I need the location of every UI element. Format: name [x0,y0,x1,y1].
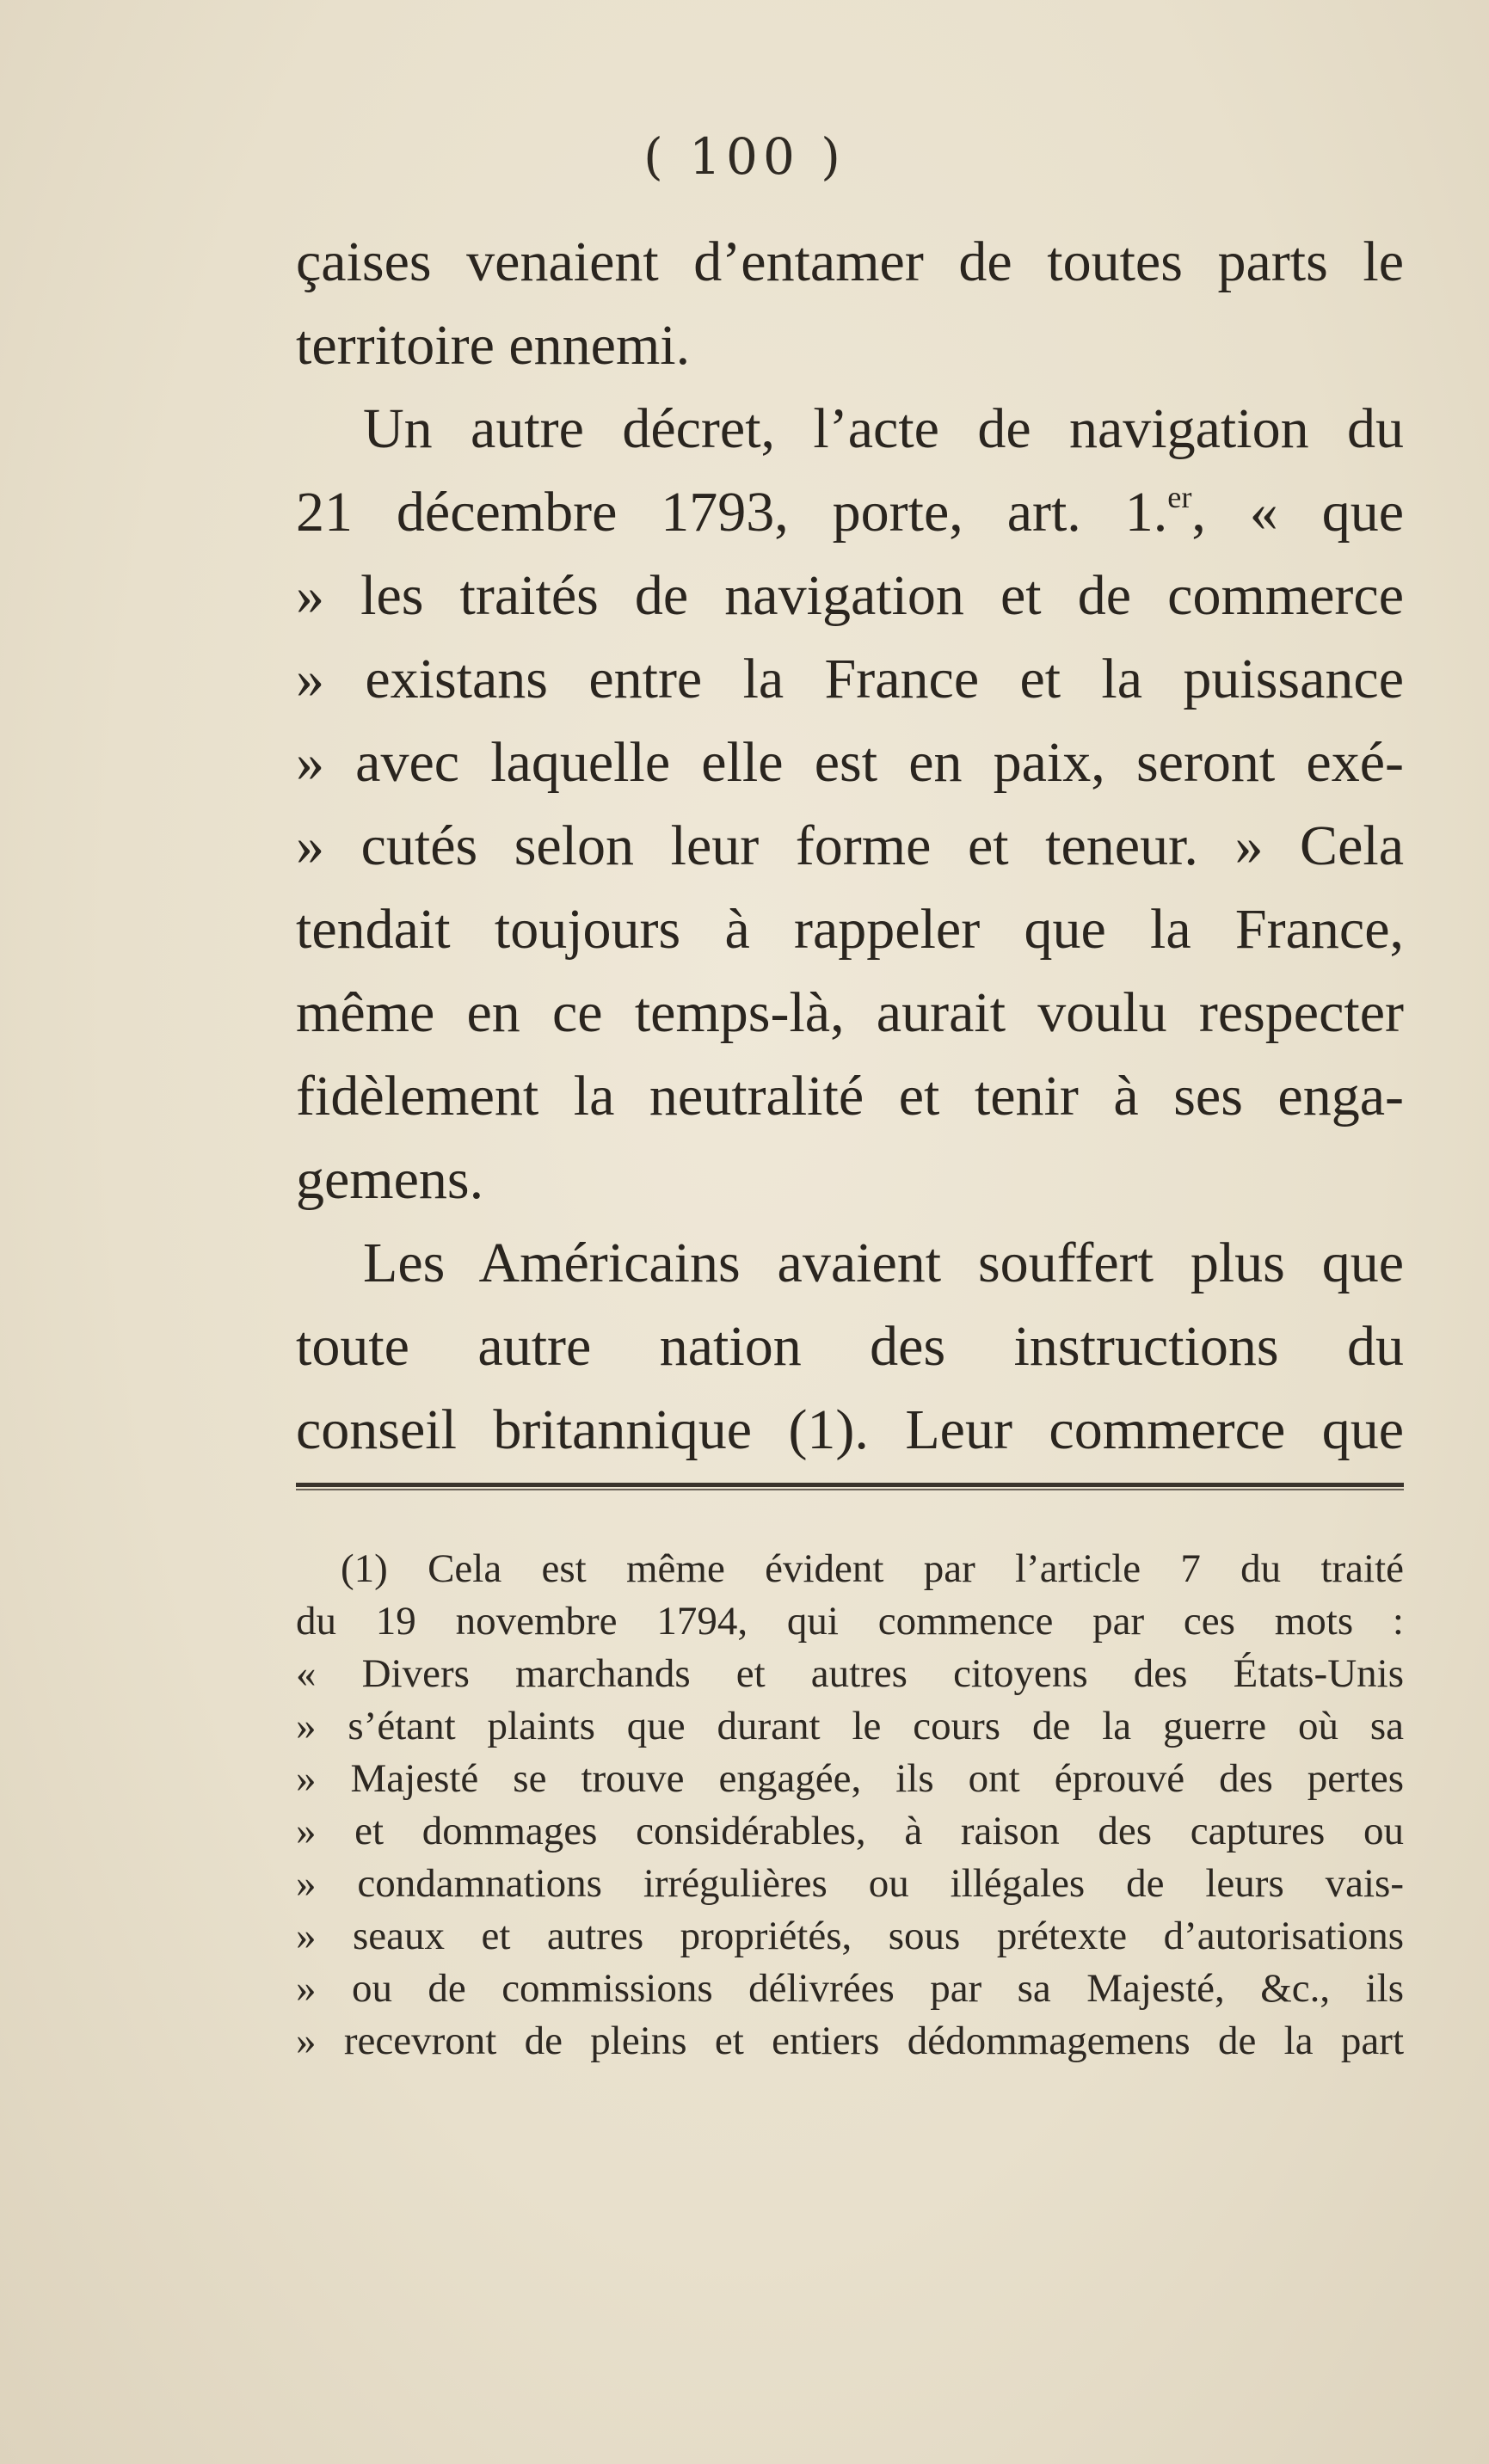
text-line: gemens. [296,1148,484,1211]
footnote-line: » ou de commissions délivrées par sa Majesté, &c., ils [296,1966,1404,2011]
text-line: » les traités de navigation et de commerce [296,564,1404,627]
footnote-line: » recevront de pleins et entiers dédommagemens de la part [296,2019,1404,2063]
text-line: toute autre nation des instructions du [296,1315,1404,1378]
text-line: Un autre décret, l’acte de navigation du [363,397,1404,460]
superscript: er [1167,479,1192,514]
text-line: tendait toujours à rappeler que la France, [296,898,1404,961]
footnote-line: (1) Cela est même évident par l’article 7 du traité [341,1546,1404,1591]
text-line: » existans entre la France et la puissance [296,648,1404,710]
text-segment: , « que [1191,481,1404,544]
page-number: ( 100 ) [643,127,846,186]
footnote-line: » condamnations irrégulières ou illégales de leurs vais- [296,1861,1404,1906]
footnote-line: » Majesté se trouve engagée, ils ont éprouvé des pertes [296,1756,1404,1801]
footnote-line: » et dommages considérables, à raison des captures ou [296,1809,1404,1853]
text-line: conseil britannique (1). Leur commerce que [296,1398,1404,1461]
text-line: fidèlement la neutralité et tenir à ses enga- [296,1065,1404,1128]
text-line: territoire ennemi. [296,314,691,377]
footnote [296,1543,1404,2068]
main-text [296,220,1404,1472]
footnote-line: du 19 novembre 1794, qui commence par ces mots : [296,1599,1404,1644]
footnote-divider [296,1483,1404,1490]
text-line-with-superscript [296,470,1404,554]
footnote-line: « Divers marchands et autres citoyens des États-Unis [296,1651,1404,1696]
text-line: Les Américains avaient souffert plus que [363,1232,1404,1294]
text-line: çaises venaient d’entamer de toutes parts le [296,230,1404,293]
text-line: même en ce temps-là, aurait voulu respecter [296,981,1404,1044]
text-line: » avec laquelle elle est en paix, seront exé- [296,731,1404,794]
footnote-line: » seaux et autres propriétés, sous prétexte d’autorisations [296,1914,1404,1958]
footnote-line: » s’étant plaints que durant le cours de la guerre où sa [296,1704,1404,1748]
text-line: » cutés selon leur forme et teneur. » Cela [296,814,1404,877]
text-segment: 21 décembre 1793, porte, art. 1. [296,481,1168,544]
